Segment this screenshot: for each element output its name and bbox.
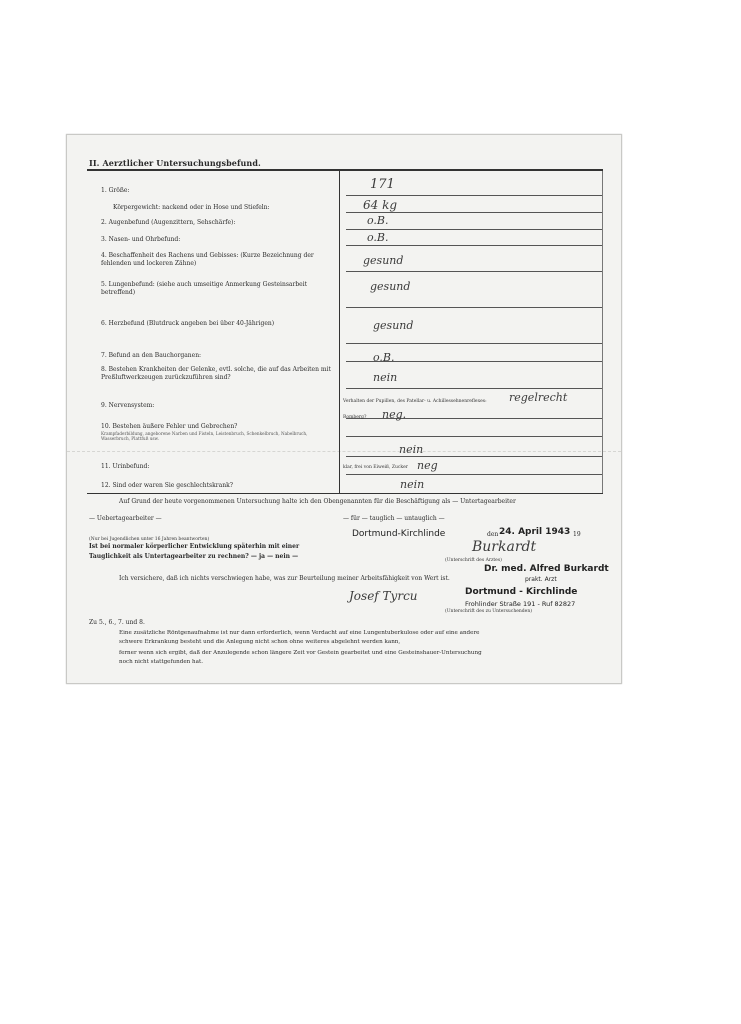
heading-rule bbox=[87, 169, 603, 171]
right-border bbox=[602, 171, 603, 493]
item-lungs: 5. Lungenbefund: (siehe auch umseitige Anmerkung Gesteinsarbeit betreffend) bbox=[101, 281, 308, 296]
answer-line bbox=[346, 271, 602, 272]
patient-signature: Josef Tyrcu bbox=[349, 589, 418, 603]
item-nose-ears: 3. Nasen- und Ohrbefund: bbox=[101, 236, 181, 243]
urine-note: klar, frei von Eiweiß, Zucker bbox=[343, 465, 408, 470]
footnote-text3: ferner wenn sich ergibt, daß der Anzulegende schon längere Zeit vor Gestein gearbeitet und eine Gesteinshauer-Untersuchung bbox=[119, 650, 482, 656]
item-defects bbox=[101, 423, 331, 441]
stamp-address: Frohlinder Straße 191 - Ruf 82827 bbox=[465, 600, 576, 608]
stamp-place: Dortmund-Kirchlinde bbox=[352, 529, 446, 539]
answer-weight: 64 kg bbox=[363, 198, 398, 212]
conclusion-surface-worker: — Uebertagearbeiter — bbox=[89, 515, 162, 522]
answer-line bbox=[346, 474, 602, 475]
stamp-date: 24. April 1943 bbox=[499, 527, 571, 537]
table-bottom-rule bbox=[87, 493, 603, 494]
juvenile-note: (Nur bei Jugendlichen unter 16 Jahren beantworten) bbox=[89, 537, 210, 542]
answer-urine: neg bbox=[417, 459, 438, 472]
answer-line bbox=[346, 245, 602, 246]
answer-line bbox=[346, 229, 602, 230]
date-prefix: den bbox=[487, 531, 499, 538]
stamp-doctor: Dr. med. Alfred Burkardt bbox=[484, 564, 609, 574]
item-eyes: 2. Augenbefund (Augenzittern, Sehschärfe): bbox=[101, 219, 236, 226]
answer-line bbox=[346, 343, 602, 344]
conclusion-fit: — für — tauglich — untauglich — bbox=[343, 515, 445, 522]
year-suffix: 19 bbox=[573, 531, 581, 538]
footnote-ref: Zu 5., 6., 7. und 8. bbox=[89, 619, 145, 626]
answer-eyes: o.B. bbox=[367, 214, 389, 227]
answer-line bbox=[346, 195, 602, 196]
answer-nose-ears: o.B. bbox=[367, 231, 389, 244]
answer-line bbox=[346, 307, 602, 308]
question-line1: Ist bei normaler körperlicher Entwicklung späterhin mit einer bbox=[89, 543, 300, 550]
item-abdomen: 7. Befund an den Bauchorganen: bbox=[101, 352, 202, 359]
item-size: 1. Größe: bbox=[101, 187, 130, 194]
answer-venereal: nein bbox=[400, 478, 425, 491]
answer-abdomen: o.B. bbox=[373, 351, 395, 364]
stamp-city: Dortmund - Kirchlinde bbox=[465, 587, 578, 597]
footnote-text2: schwere Erkrankung besteht und die Anlegung nicht schon ohne weiteres abgelehnt werden kann, bbox=[119, 639, 401, 645]
question-line2: Tauglichkeit als Untertagearbeiter zu rechnen? — ja — nein — bbox=[89, 553, 299, 560]
answer-size: 171 bbox=[370, 177, 395, 192]
answer-heart: gesund bbox=[373, 319, 414, 332]
footnote-text4: noch nicht stattgefunden hat. bbox=[119, 659, 203, 665]
answer-defects: nein bbox=[399, 443, 424, 456]
form-sheet bbox=[66, 134, 622, 684]
item-joints: 8. Bestehen Krankheiten der Gelenke, evtl. solche, die auf das Arbeiten mit Preßluftwerkzeugen zurückzuführen sind? bbox=[101, 366, 331, 381]
item-venereal: 12. Sind oder waren Sie geschlechtskrank? bbox=[101, 482, 233, 489]
answer-romberg: neg. bbox=[382, 408, 407, 421]
patient-sign-caption: (Unterschrift des zu Untersuchenden) bbox=[445, 609, 532, 614]
item-defects-label: 10. Bestehen äußere Fehler und Gebrechen? bbox=[101, 423, 238, 430]
item-heart: 6. Herzbefund (Blutdruck angeben bei über 40-Jährigen) bbox=[101, 320, 275, 327]
answer-line bbox=[346, 212, 602, 213]
item-defects-sub: Krampfaderbildung, angeborene Narben und Fisteln, Leistenbruch, Schenkelbruch, Nabelbruch, Wasserbruch, Plattfuß usw. bbox=[101, 430, 308, 441]
paper-fold bbox=[67, 451, 621, 452]
doctor-signature: Burkardt bbox=[472, 539, 537, 555]
answer-joints: nein bbox=[373, 371, 398, 384]
stamp-title: prakt. Arzt bbox=[525, 576, 557, 583]
pupils-note: Verhalten der Pupillen, des Patellar- u. Achillessehnenreflexes: bbox=[343, 399, 487, 404]
answer-line bbox=[346, 436, 602, 437]
answer-lungs: gesund bbox=[370, 280, 411, 293]
item-nerves: 9. Nervensystem: bbox=[101, 402, 155, 409]
item-urine: 11. Urinbefund: bbox=[101, 463, 150, 470]
item-throat: 4. Beschaffenheit des Rachens und Gebisses: (Kurze Bezeichnung der fehlenden und lockeren Zähne) bbox=[101, 252, 314, 267]
footnote-text1: Eine zusätzliche Röntgenaufnahme ist nur dann erforderlich, wenn Verdacht auf eine Lungentuberkulose oder auf eine andere bbox=[119, 630, 480, 636]
conclusion-line1: Auf Grund der heute vorgenommenen Untersuchung halte ich den Obengenannten für die Beschäftigung als — Untertagearbeiter bbox=[119, 498, 516, 505]
answer-nerves: regelrecht bbox=[509, 391, 568, 404]
answer-throat: gesund bbox=[363, 254, 404, 267]
declaration: Ich versichere, daß ich nichts verschwiegen habe, was zur Beurteilung meiner Arbeitsfähigkeit von Wert ist. bbox=[119, 575, 450, 582]
section-heading: II. Aerztlicher Untersuchungsbefund. bbox=[89, 158, 261, 168]
column-divider bbox=[339, 171, 340, 493]
answer-line bbox=[346, 388, 602, 389]
doctor-sign-caption: (Unterschrift des Arztes) bbox=[445, 558, 502, 563]
romberg-note: Romberg? bbox=[343, 415, 367, 420]
answer-line bbox=[346, 456, 602, 457]
item-weight: Körpergewicht: nackend oder in Hose und Stiefeln: bbox=[113, 204, 270, 211]
